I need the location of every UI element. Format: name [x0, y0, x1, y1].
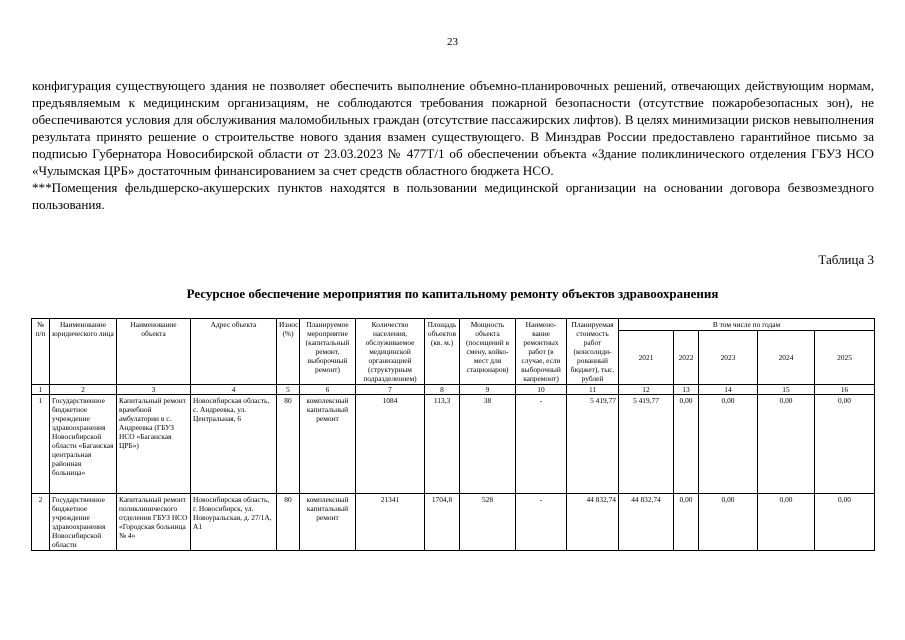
cell-y2023: 0,00: [699, 395, 758, 494]
cell-area: 113,3: [425, 395, 460, 494]
col-header: Мощность объекта (посещений в смену, койко-мест для стационаров): [460, 319, 516, 385]
paragraph: конфигурация существующего здания не позволяет обеспечить выполнение объемно-планировочных решений, отвечающих действующим нормам, предъявляемым к медицинским организациям, не соблюдаются требования пожарной безопасности (отсутствие пожаробезопасных зон), не обеспечиваются условия для обслуживания маломобильных граждан (отсутствие пассажирских лифтов). В целях минимизации рисков невыполнения результата принято решение о строительстве нового здания взамен существующего. В Минздрав России предоставлено гарантийное письмо за подписью Губернатора Новосибирской области от 23.03.2023 № 477Т/1 об обеспечении объекта «Здание поликлинического отделения ГБУЗ НСО «Чулымская ЦРБ» достаточным финансированием за счет средств областного бюджета НСО.: [32, 78, 874, 178]
cell-y2025: 0,00: [815, 395, 875, 494]
cell-population: 21341: [356, 494, 425, 551]
cell-wear: 80: [277, 395, 300, 494]
col-header: Планируемая стоимость работ (консолиди-рованный бюджет), тыс. рублей: [567, 319, 619, 385]
cell-y2021: 5 419,77: [619, 395, 674, 494]
column-number: 14: [699, 385, 758, 395]
cell-y2023: 0,00: [699, 494, 758, 551]
header-row: [32, 319, 875, 331]
col-header: Наименование объекта: [117, 319, 191, 385]
table-row: [32, 395, 875, 494]
year-header: 2022: [674, 331, 699, 385]
cell-population: 1084: [356, 395, 425, 494]
column-number: 3: [117, 385, 191, 395]
col-header: Количество населения, обслуживаемое медицинской организацией (структурным подразделением): [356, 319, 425, 385]
cell-capacity: 38: [460, 395, 516, 494]
column-number: 8: [425, 385, 460, 395]
cell-y2025: 0,00: [815, 494, 875, 551]
cell-cost: 44 832,74: [567, 494, 619, 551]
year-header: 2025: [815, 331, 875, 385]
column-number: 10: [516, 385, 567, 395]
cell-address: Новосибирская область, г. Новосибирск, ул. Новоуральская, д. 27/1А, А1: [191, 494, 277, 551]
cell-num: 2: [32, 494, 50, 551]
cell-works: -: [516, 395, 567, 494]
year-header: 2024: [758, 331, 815, 385]
group-header: В том числе по годам: [619, 319, 875, 331]
table-title: Ресурсное обеспечение мероприятия по капитальному ремонту объектов здравоохранения: [186, 286, 719, 301]
column-number: 15: [758, 385, 815, 395]
paragraph-footnote: ***Помещения фельдшерско-акушерских пунктов находятся в пользовании медицинской организации на основании договора безвозмездного пользования.: [32, 180, 874, 212]
column-number: 7: [356, 385, 425, 395]
col-header: Площадь объектов (кв. м.): [425, 319, 460, 385]
column-number: 2: [50, 385, 117, 395]
column-number: 4: [191, 385, 277, 395]
column-number: 9: [460, 385, 516, 395]
cell-measure: комплексный капитальный ремонт: [300, 395, 356, 494]
cell-y2022: 0,00: [674, 494, 699, 551]
col-header: Наимено-вание ремонтных работ (в случае, если выборочный капремонт): [516, 319, 567, 385]
cell-y2024: 0,00: [758, 395, 815, 494]
cell-works: -: [516, 494, 567, 551]
column-number: 13: [674, 385, 699, 395]
column-number: 12: [619, 385, 674, 395]
column-number-row: [32, 385, 875, 395]
col-header: Адрес объекта: [191, 319, 277, 385]
cell-object: Капитальный ремонт поликлинического отделения ГБУЗ НСО «Городская больница № 4»: [117, 494, 191, 551]
cell-y2021: 44 832,74: [619, 494, 674, 551]
column-number: 16: [815, 385, 875, 395]
col-header: № п/п: [32, 319, 50, 385]
cell-measure: комплексный капитальный ремонт: [300, 494, 356, 551]
col-header: Планируемое мероприятие (капитальный ремонт, выборочный ремонт): [300, 319, 356, 385]
cell-num: 1: [32, 395, 50, 494]
cell-address: Новосибирская область, с. Андреевка, ул. Центральная, 6: [191, 395, 277, 494]
column-number: 6: [300, 385, 356, 395]
cell-entity: Государственное бюджетное учреждение здравоохранения Новосибирской области «Баганская центральная районная больница»: [50, 395, 117, 494]
cell-wear: 80: [277, 494, 300, 551]
year-header: 2023: [699, 331, 758, 385]
table-row: [32, 494, 875, 551]
column-number: 11: [567, 385, 619, 395]
cell-object: Капитальный ремонт врачебной амбулатории в с. Андреевка (ГБУЗ НСО «Баганская ЦРБ»): [117, 395, 191, 494]
col-header: Износ (%): [277, 319, 300, 385]
cell-cost: 5 419,77: [567, 395, 619, 494]
year-header: 2021: [619, 331, 674, 385]
resource-table: [31, 318, 875, 551]
column-number: 5: [277, 385, 300, 395]
table-caption: Таблица 3: [818, 252, 874, 267]
column-number: 1: [32, 385, 50, 395]
cell-entity: Государственное бюджетное учреждение здравоохранения Новосибирской области: [50, 494, 117, 551]
cell-y2024: 0,00: [758, 494, 815, 551]
col-header: Наименование юридического лица: [50, 319, 117, 385]
body-text: [32, 77, 874, 213]
cell-area: 1704,8: [425, 494, 460, 551]
page-number: 23: [447, 36, 458, 48]
cell-y2022: 0,00: [674, 395, 699, 494]
cell-capacity: 528: [460, 494, 516, 551]
